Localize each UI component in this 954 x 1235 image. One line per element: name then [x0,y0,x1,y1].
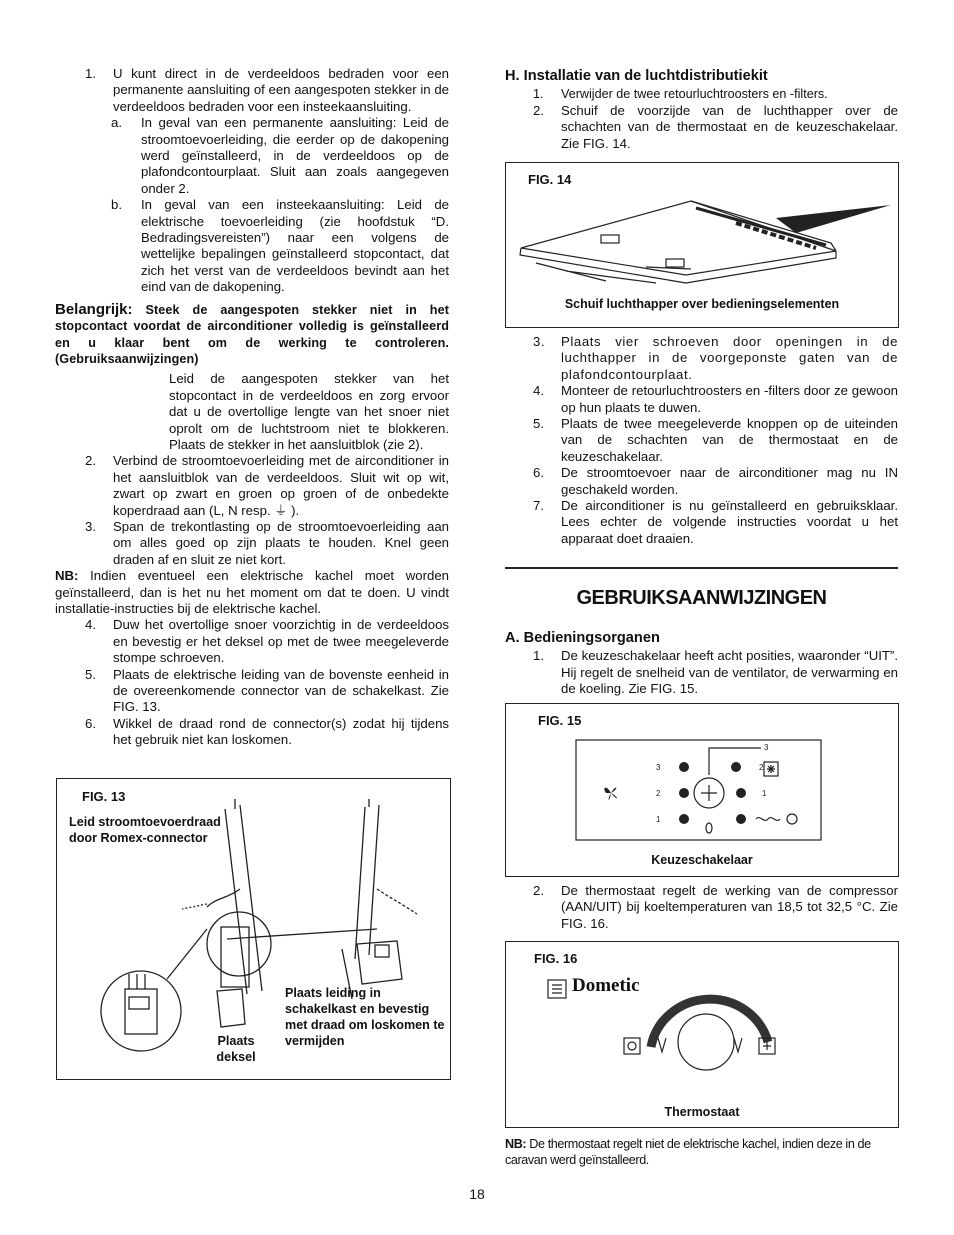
section-h-heading: H. Installatie van de luchtdistributiekit [505,68,768,84]
list-item-text: Schuif de voorzijde van de luchthapper over de schachten van de thermostaat en de keuzeschakelaar. Zie FIG. 14. [561,102,898,151]
list-item-text: Span de trekontlasting op de stroomtoevoerleiding aan om alles goed op zijn plaats te houden. Knel geen draden af en sluit ze niet kort. [113,518,449,567]
nb-label: NB: [505,1137,527,1151]
arrow-down-icon [734,1038,742,1052]
list-item-text: In geval van een permanente aansluiting: Leid de stroomtoevoerleiding, die eerder op de dakopening werd geïnstalleerd, in de verdeeldoos op de plafondcontourplaat. Sluit aan zoals aangegeven onder 2. [141,115,449,196]
list-item: 4. Monteer de retourluchtroosters en -filters door ze gewoon op hun plaats te duwen. [533,383,898,415]
list-item: b. In geval van een insteekaansluiting: Leid de elektrische toevoerleiding (zie hoofdstuk “D. Bedradingsvereisten”) naar een volgens de wettelijke bepalingen geïnstalleerd stopcontact, dat zich het verst van de verdeeldoos bevindt aan het eind van de dakopening. [111,197,449,295]
section-title: GEBRUIKSAANWIJZINGEN [576,587,827,609]
fig13-annotation-deksel: Plaats deksel [216,1034,256,1064]
nb-label: NB: [55,568,79,584]
important-continuation: Leid de aangespoten stekker van het stopcontact in de verdeeldoos en zorg ervoor dat u de overtollige lengte van het snoer niet oprolt om de luchtstroom niet te blokkeren. Plaats de stekker in het aansluitblok (zie 2). [169,371,449,452]
list-item: 3. Plaats vier schroeven door openingen in de luchthapper in de voorgeponste gaten van de plafondcontourplaat. [533,334,898,382]
fig16-caption: Thermostaat [664,1105,740,1119]
nb-text: Indien eventueel een elektrische kachel moet worden geïnstalleerd, dan is het nu het moment om dat te doen. U vindt installatie-instructies bij de elektrische kachel. [55,568,449,616]
fig14-label: FIG. 14 [528,172,572,187]
right-column [505,66,898,152]
important-label: Belangrijk: [55,300,133,318]
cool-icon [624,1038,640,1054]
list-item-text: Verwijder de twee retourluchtroosters en -filters. [561,87,828,102]
fan-icon [604,788,617,800]
list-item: a. In geval van een permanente aansluiting: Leid de stroomtoevoerleiding, die eerder op de dakopening werd geïnstalleerd, in de verdeeldoos op de plafondcontourplaat. Sluit aan zoals aangegeven onder 2. [111,115,449,196]
list-item: 7. De airconditioner is nu geïnstalleerd en gebruiksklaar. Lees echter de volgende instructies voordat u het apparaat doet draaien. [533,498,898,546]
fig15-mark: 2 [759,763,764,772]
section-divider [505,567,898,569]
fig15-mark: 3 [656,763,661,772]
brand-logo-text: Dometic [572,975,640,996]
fig15-drawing [506,704,898,876]
list-item-text: Plaats vier schroeven door openingen in de luchthapper in de voorgeponste gaten van de plafondcontourplaat. [561,334,898,382]
list-item: 1. Verwijder de twee retourluchtroosters en -filters. [533,86,898,102]
fig14-caption: Schuif luchthapper over bedieningselementen [564,297,840,311]
arrow-down-icon [658,1038,666,1052]
list-item-text: De thermostaat regelt de werking van de compressor (AAN/UIT) bij koeltemperaturen van 18,5 tot 32,5 °C. Zie FIG. 16. [561,883,898,931]
list-item: 1. U kunt direct in de verdeeldoos bedraden voor een permanente aansluiting of een aangespoten stekker in de verdeeldoos bedraden voor een insteekaansluiting. [85,66,449,114]
list-item: 2. De thermostaat regelt de werking van de compressor (AAN/UIT) bij koeltemperaturen van 18,5 tot 32,5 °C. Zie FIG. 16. [533,883,898,931]
figure-15 [505,703,899,877]
left-column [55,66,449,749]
fig15-caption: Keuzeschakelaar [651,853,753,867]
list-item-text: De keuzeschakelaar heeft acht posities, waaronder “UIT”. Hij regelt de snelheid van de ventilator, de verwarming en de koeling. Zie FIG. 15. [561,648,898,697]
thermostat-desc [505,883,898,932]
fig15-mark: 2 [656,789,661,798]
list-item-text: In geval van een insteekaansluiting: Leid de elektrische toevoerleiding (zie hoofdstuk “D. Bedradingsvereisten”) naar een volgens de wettelijke bepalingen geïnstalleerd stopcontact, dat zich het verst van de verdeeldoos bevindt aan het eind van de dakopening. [141,197,449,295]
fig13-annotation-leid: Leid stroomtoevoerdraad door Romex-connector [69,815,221,845]
list-item: 3. Span de trekontlasting op de stroomtoevoerleiding aan om alles goed op zijn plaats te houden. Knel geen draden af en sluit ze niet kort. [85,518,449,567]
nb-text: De thermostaat regelt niet de elektrische kachel, indien deze in de caravan werd geïnstalleerd. [505,1137,871,1168]
fig13-annotation-schakelkast: Plaats leiding in schakelkast en bevestig met draad om loskomen te vermijden [285,986,445,1048]
fig15-position-marks [656,743,769,824]
list-item-text: Plaats de twee meegeleverde knoppen op de uiteinden van de schachten van de thermostaat en de keuzeschakelaar. [561,416,898,464]
list-item: 4. Duw het overtollige snoer voorzichtig in de verdeeldoos en bevestig er het deksel op met de twee meegeleverde stompe schroeven. [85,617,449,666]
fig15-mark: 1 [762,789,767,798]
controls-section [505,628,898,698]
fig15-mark: 3 [764,743,769,752]
fig16-label: FIG. 16 [534,951,578,966]
list-item-text: Verbind de stroomtoevoerleiding met de airconditioner in het aansluitblok van de verdeeldoos. Sluit wit op wit, zwart op zwart en groen op groen of de onbedekte koperdraad aan (L, N resp. ⏚ ). [113,453,449,518]
list-item-text: Plaats de elektrische leiding van de bovenste eenheid in de overeenkomende connector van de schakelkast. Zie FIG. 13. [113,666,449,715]
figure-16 [505,941,899,1128]
fig13-label: FIG. 13 [82,789,126,804]
nb-note [55,568,449,617]
list-item-text: De airconditioner is nu geïnstalleerd en gebruiksklaar. Lees echter de volgende instructies voordat u het apparaat doet draaien. [561,498,898,546]
list-item: 6. De stroomtoevoer naar de airconditioner mag nu IN geschakeld worden. [533,465,898,497]
right-column-cont [505,334,898,547]
list-item-text: Duw het overtollige snoer voorzichtig in de verdeeldoos en bevestig er het deksel op met de twee meegeleverde stompe schroeven. [113,617,449,666]
important-text: Steek de aangespoten stekker niet in het stopcontact voordat de airconditioner volledig is geïnstalleerd en u klaar bent om de werking te controleren. (Gebruiksaanwijzingen) [55,302,449,366]
figure-13 [56,778,451,1080]
section-a-heading: A. Bedieningsorganen [505,630,660,646]
list-item: 5. Plaats de twee meegeleverde knoppen op de uiteinden van de schachten van de thermostaat en de keuzeschakelaar. [533,416,898,464]
list-item: 2. Schuif de voorzijde van de luchthapper over de schachten van de thermostaat en de keuzeschakelaar. Zie FIG. 14. [533,102,898,151]
list-item-text: U kunt direct in de verdeeldoos bedraden voor een permanente aansluiting of een aangespoten stekker in de verdeeldoos bedraden voor een insteekaansluiting. [113,66,449,114]
list-item: 5. Plaats de elektrische leiding van de bovenste eenheid in de overeenkomende connector van de schakelkast. Zie FIG. 13. [85,666,449,715]
list-item-text: De stroomtoevoer naar de airconditioner mag nu IN geschakeld worden. [561,465,898,497]
fig16-drawing [506,942,898,1127]
bottom-nb [505,1136,898,1169]
page-number: 18 [469,1186,485,1202]
list-item: 1. De keuzeschakelaar heeft acht posities, waaronder “UIT”. Hij regelt de snelheid van de ventilator, de verwarming en de koeling. Zie FIG. 15. [533,648,898,697]
list-item: 2. Verbind de stroomtoevoerleiding met de airconditioner in het aansluitblok van de verdeeldoos. Sluit wit op wit, zwart op zwart en groen op groen of de onbedekte koperdraad aan (L, N resp. ⏚ ). [85,453,449,518]
fig15-label: FIG. 15 [538,713,582,728]
figure-14 [505,162,899,328]
list-item: 6. Wikkel de draad rond de connector(s) zodat hij tijdens het gebruik niet kan loskomen. [85,715,449,748]
list-item-text: Wikkel de draad rond de connector(s) zodat hij tijdens het gebruik niet kan loskomen. [113,715,449,748]
important-note [55,302,449,368]
fig15-mark: 1 [656,815,661,824]
list-item-text: Monteer de retourluchtroosters en -filters door ze gewoon op hun plaats te duwen. [561,383,898,415]
